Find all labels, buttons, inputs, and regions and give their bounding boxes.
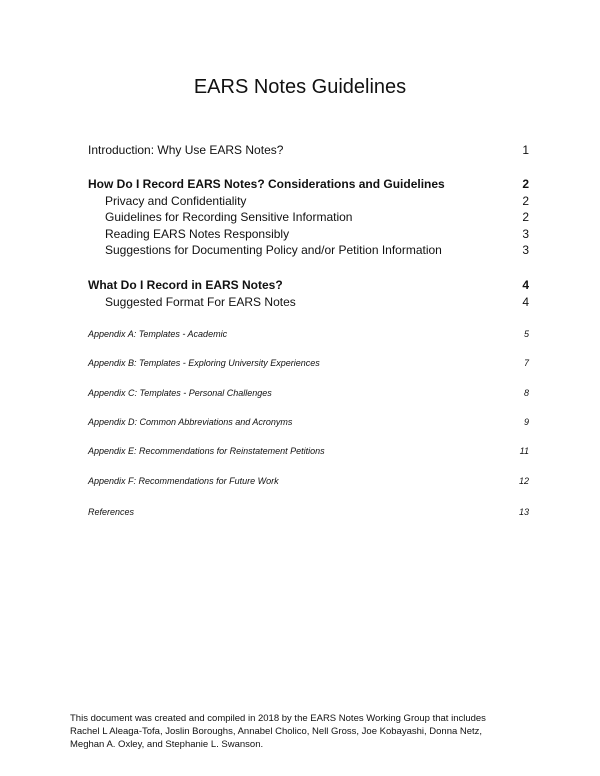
toc-page-number: 13 xyxy=(518,507,529,517)
toc-label: Appendix F: Recommendations for Future Work xyxy=(88,476,279,486)
credits-line: This document was created and compiled in 2018 by the EARS Notes Working Group that includes xyxy=(70,713,486,724)
toc-entry-policy-petition[interactable] xyxy=(105,243,529,257)
toc-entry-introduction[interactable] xyxy=(88,143,529,157)
toc-label: Appendix A: Templates - Academic xyxy=(88,329,228,339)
toc-entry-how-do-i-record[interactable] xyxy=(88,177,529,191)
toc-label: How Do I Record EARS Notes? Considerations and Guidelines xyxy=(88,177,445,191)
toc-label: Suggested Format For EARS Notes xyxy=(105,295,296,309)
toc-label: Reading EARS Notes Responsibly xyxy=(105,227,290,241)
toc-page-number: 8 xyxy=(523,388,529,398)
toc-label: Appendix B: Templates - Exploring University Experiences xyxy=(88,358,320,368)
toc-label: Appendix C: Templates - Personal Challenges xyxy=(88,388,272,398)
toc-page-number: 2 xyxy=(522,210,529,224)
toc-page-number: 11 xyxy=(519,446,529,456)
credits-line: Meghan A. Oxley, and Stephanie L. Swanson. xyxy=(70,739,264,750)
toc-page-number: 7 xyxy=(523,358,529,368)
toc-label: Suggestions for Documenting Policy and/or Petition Information xyxy=(105,243,442,257)
toc-label: Privacy and Confidentiality xyxy=(105,194,247,208)
toc-label: Introduction: Why Use EARS Notes? xyxy=(88,143,284,157)
toc-label: What Do I Record in EARS Notes? xyxy=(88,278,283,292)
toc-page-number: 5 xyxy=(523,329,529,339)
toc-label: References xyxy=(88,507,135,517)
credits-footer xyxy=(70,712,530,751)
toc-label: Appendix E: Recommendations for Reinstatement Petitions xyxy=(88,446,325,456)
toc-page-number: 3 xyxy=(522,227,529,241)
toc-entry-sensitive-info[interactable] xyxy=(105,210,529,224)
toc-page-number: 4 xyxy=(522,295,529,309)
toc-entry-privacy[interactable] xyxy=(105,194,529,208)
toc-page-number: 12 xyxy=(518,476,529,486)
toc-page-number: 2 xyxy=(522,194,529,208)
toc-page-number: 4 xyxy=(522,278,529,292)
toc-page-number: 3 xyxy=(522,243,529,257)
toc-entry-appendix-d[interactable] xyxy=(88,417,529,427)
toc-entry-appendix-f[interactable] xyxy=(88,476,529,486)
toc-entry-appendix-c[interactable] xyxy=(88,388,529,398)
toc-entry-suggested-format[interactable] xyxy=(105,295,529,309)
document-title: EARS Notes Guidelines xyxy=(193,76,407,98)
toc-label: Appendix D: Common Abbreviations and Acronyms xyxy=(88,417,293,427)
toc-entry-reading-responsibly[interactable] xyxy=(105,227,529,241)
toc-page-number: 1 xyxy=(522,143,529,157)
toc-entry-what-do-i-record[interactable] xyxy=(88,278,529,292)
credits-line: Rachel L Aleaga-Tofa, Joslin Boroughs, Annabel Cholico, Nell Gross, Joe Kobayashi, Donna Netz, xyxy=(70,726,483,737)
toc-entry-appendix-e[interactable] xyxy=(88,446,529,456)
toc-page-number: 9 xyxy=(523,417,529,427)
toc-entry-references[interactable] xyxy=(88,507,529,517)
toc-page-number: 2 xyxy=(522,177,529,191)
toc-label: Guidelines for Recording Sensitive Information xyxy=(105,210,353,224)
toc-entry-appendix-b[interactable] xyxy=(88,358,529,368)
toc-entry-appendix-a[interactable] xyxy=(88,329,529,339)
